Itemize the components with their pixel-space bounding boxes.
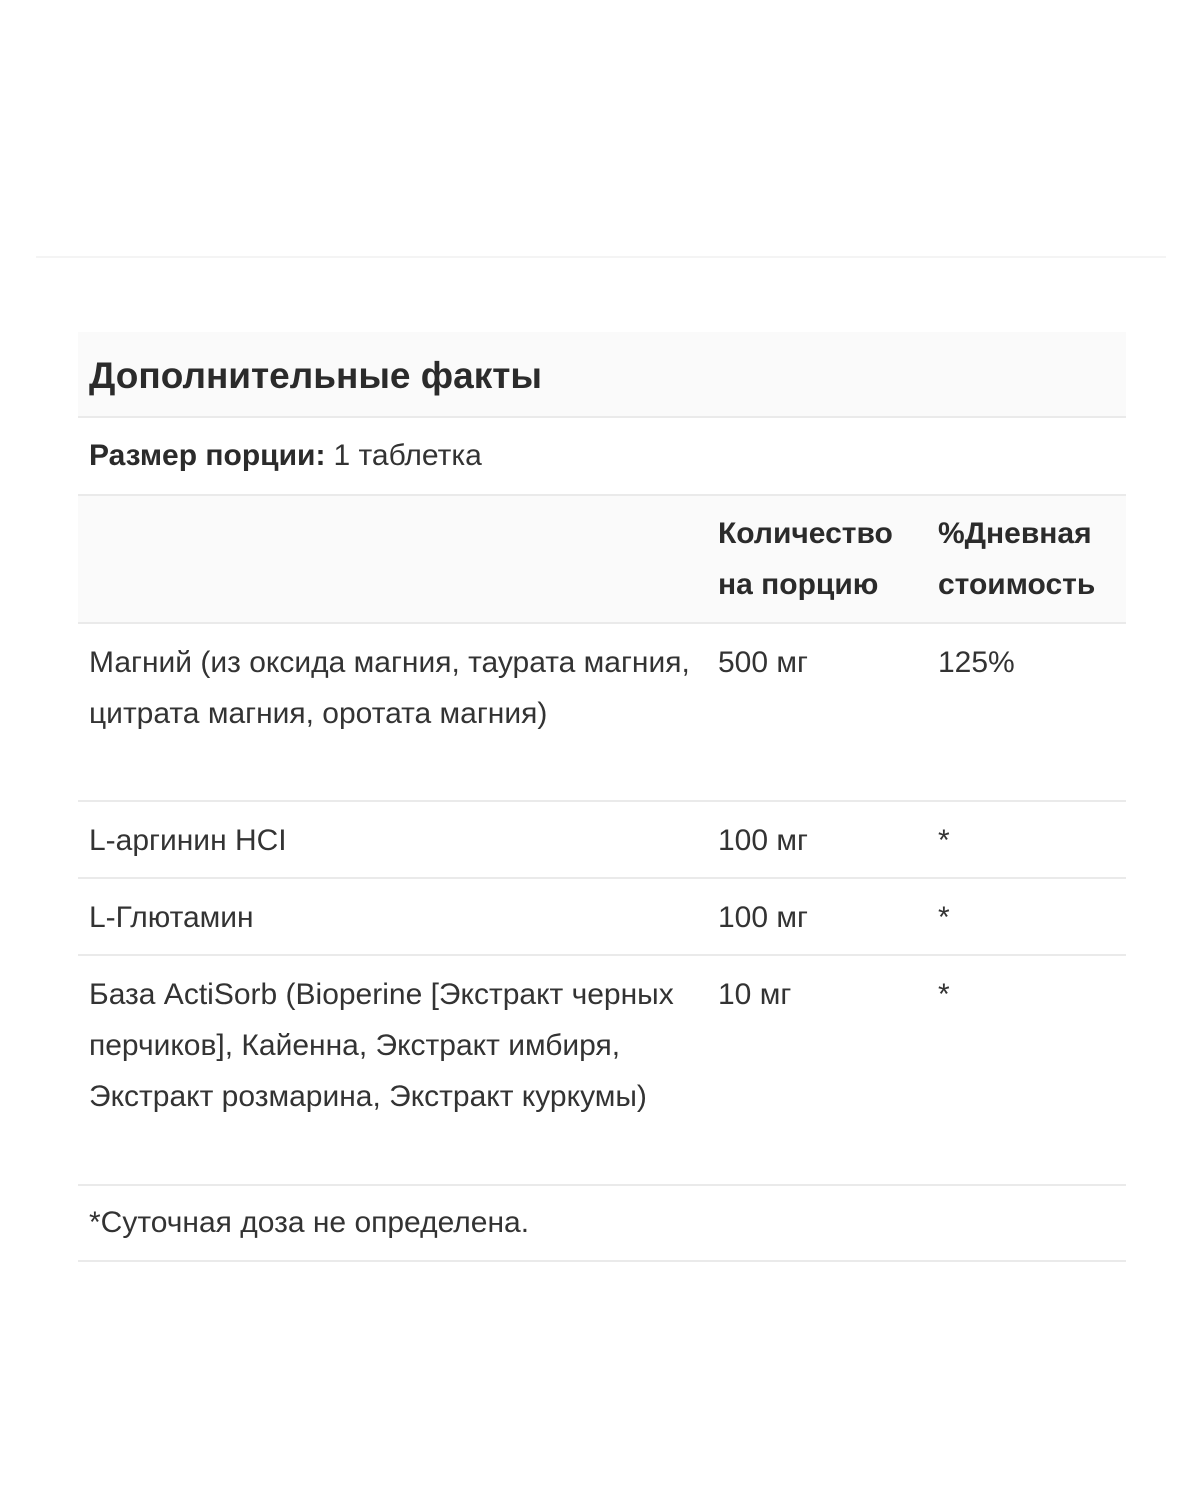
ingredient-daily-value: * (938, 978, 950, 1011)
ingredient-name: L-аргинин HCI (89, 824, 287, 857)
ingredient-name: База ActiSorb (Bioperine [Экстракт черных перчиков], Кайенна, Экстракт имбиря, Экстракт розмарина, Экстракт куркумы) (89, 978, 674, 1113)
column-header-daily-value: %Дневная стоимость (938, 517, 1096, 601)
ingredient-daily-value: * (938, 901, 950, 934)
table-row (78, 879, 1126, 956)
serving-size-label: Размер порции: (89, 439, 326, 472)
column-header-ingredient (78, 508, 718, 622)
ingredient-daily-value: 125% (938, 646, 1015, 679)
column-header-amount: Количество на порцию (718, 517, 893, 601)
ingredient-name-cell (78, 815, 718, 877)
serving-size-value: 1 таблетка (333, 439, 482, 472)
ingredient-amount: 100 мг (718, 824, 808, 857)
ingredient-name-cell (78, 892, 718, 954)
top-divider (36, 256, 1166, 258)
ingredient-daily-value: * (938, 824, 950, 857)
facts-title: Дополнительные факты (89, 355, 542, 396)
ingredient-name: L-Глютамин (89, 901, 254, 934)
footnote: *Суточная доза не определена. (78, 1186, 1126, 1262)
supplement-facts-panel (78, 332, 1126, 1262)
table-row (78, 956, 1126, 1186)
facts-header (78, 332, 1126, 418)
ingredient-name-cell (78, 637, 718, 800)
column-headers (78, 496, 1126, 624)
serving-size (78, 418, 1126, 496)
ingredient-name-cell (78, 969, 718, 1184)
ingredient-amount: 500 мг (718, 646, 808, 679)
ingredient-amount: 10 мг (718, 978, 792, 1011)
table-row (78, 802, 1126, 879)
ingredient-name: Магний (из оксида магния, таурата магния, цитрата магния, оротата магния) (89, 646, 690, 730)
ingredient-amount: 100 мг (718, 901, 808, 934)
table-row (78, 624, 1126, 802)
